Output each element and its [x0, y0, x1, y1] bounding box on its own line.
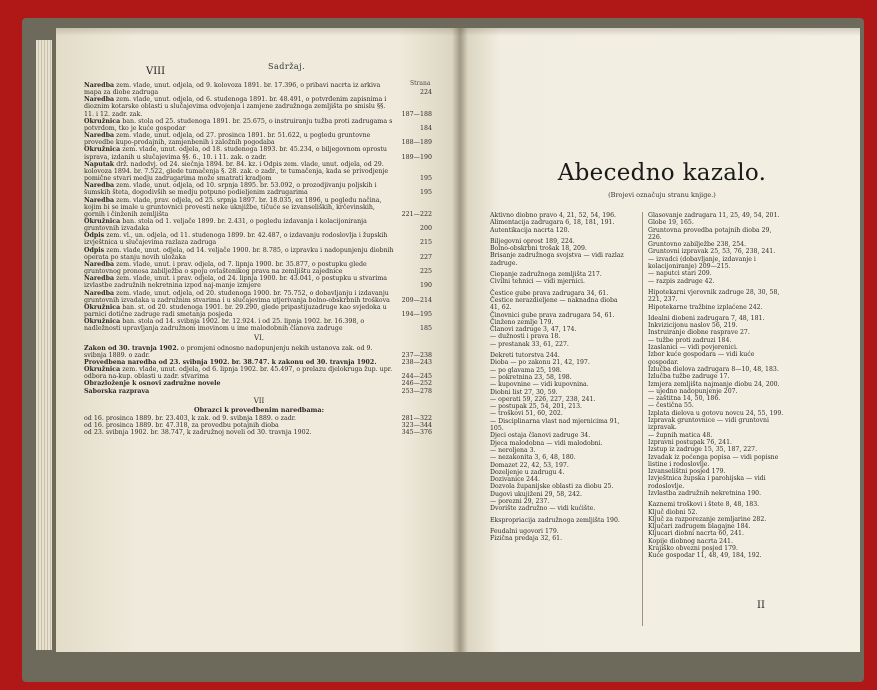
- index-entry: Instruiranje diobne rasprave 27.: [648, 329, 750, 337]
- index-entry: Dozivanice 244.: [490, 476, 540, 484]
- index-entry: — zaštitna 14, 50, 186.: [648, 395, 721, 403]
- toc-entry-text: [84, 118, 394, 132]
- index-entry: Fizična predaja 32, 61.: [490, 535, 563, 543]
- toc-entry-text: [84, 161, 394, 182]
- index-entry: Aktivno diobno pravo 4, 21, 52, 54, 196.: [490, 212, 617, 219]
- toc-entry-lead: Okružnica: [84, 117, 121, 125]
- toc-entry-desc: zem. vlade, unut. i prav. odjela, od 24. lipnja 1900. br. 43.041, o postupku u stvarima izvlastbe zadružnih nekretnina izpod naj-manje izmjere: [84, 275, 388, 290]
- index-entry: — prestanak 33, 61, 227.: [490, 340, 569, 348]
- toc-entries-part-vii: [84, 415, 434, 436]
- index-entry: Gruntovno zabilježbe 238, 254.: [648, 241, 747, 249]
- toc-entry-lead: Naredba: [84, 289, 115, 297]
- index-entry: Dvorište zadružno — vidi kućište.: [490, 505, 596, 513]
- index-letter-group: [648, 212, 786, 285]
- index-entry: — naputci stari 209.: [648, 270, 712, 278]
- index-entry: — Disciplinarna vlast nad mjernicima 91, 105.: [490, 417, 620, 433]
- toc-entry-page: 281—322: [401, 415, 432, 423]
- index-entry: — porezni 29, 237.: [490, 497, 550, 505]
- index-entry: Dozeljenje u zadrugu 4.: [490, 468, 565, 476]
- toc-entry-desc: ban. st. od 20. studenoga 1901. br. 29.290, glede pripastijuzadruge kao svjedoka u parnici dotične zadruge radi smetanja posjeda: [84, 303, 387, 318]
- toc-entry-text: [84, 415, 394, 422]
- index-entry: Dugovi ukujiženi 29, 58, 242.: [490, 490, 582, 498]
- toc-entry-text: [84, 388, 394, 395]
- toc-entry-page: 238—243: [401, 358, 432, 366]
- index-entry: Izvanselištni posjed 179.: [648, 468, 726, 476]
- index-letter-group: [648, 501, 786, 559]
- toc-entry: [84, 290, 434, 304]
- index-entry: Idealni diobeni zadrugara 7, 48, 181.: [648, 314, 765, 322]
- index-entry: Hipotekarni vjerovnik zadruge 28, 30, 58, 221, 237.: [648, 288, 780, 304]
- index-entry: Hipotekarne tražbine izplaćene 242.: [648, 303, 763, 311]
- toc-entry-page: 190: [419, 282, 432, 290]
- toc-entry-page: 221—222: [401, 210, 432, 218]
- toc-entry-lead: Naredba: [84, 132, 115, 140]
- index-entry: Dekreti tutorstva 244.: [490, 352, 560, 360]
- toc-entry-desc: zem. vlade, unut. i prav. odjela, od 7. lipnja 1900. br. 35.877, o postupku glede gruntovnog pronosa zabilježba o spoju ovlaštenikog prava na zemljištu zajednice: [84, 260, 367, 276]
- index-entry: Kopije diobnog nacrta 241.: [648, 537, 733, 545]
- toc-entry-page: 225: [419, 268, 432, 276]
- index-entry: — dužnosti i prava 18.: [490, 333, 561, 341]
- toc-entry-text: [84, 359, 394, 366]
- toc-entry-text: [84, 261, 394, 275]
- index-entry: Ključ diobni 52.: [648, 508, 698, 516]
- index-entry: Brisanje zadružnoga svojstva — vidi razlaz zadruge.: [490, 252, 624, 267]
- toc-entry-lead: Okružnica: [84, 146, 121, 154]
- toc-entry-text: [84, 380, 394, 387]
- index-entry: Glasovanje zadrugara 11, 25, 49, 54, 201.: [648, 212, 780, 219]
- toc-entry-text: [84, 429, 394, 436]
- toc-entry: [84, 218, 434, 232]
- index-letter-group: [490, 212, 628, 234]
- toc-entry-lead: Odpis: [84, 232, 105, 240]
- toc-entry-desc: zem. vlade, prav. odjela, od 25. srpnja 1897. br. 18.035, ex 1896, u pogledu načina, kojim bi se imale u gruntovnici provesti neke uknjižbe, tičuće se izvanseliških, krčevinskih, gornih i činženih zemljišta: [84, 196, 382, 218]
- toc-entry-page: 237—238: [401, 351, 432, 359]
- toc-entry-desc: od 16. prosinca 1889. br. 23.403, k zak. od 9. svibnja 1889. o zadr.: [84, 415, 297, 423]
- index-entry: Izvadak iz poćenga popisa — vidi popisne listine i rodoslovlje.: [648, 453, 779, 468]
- index-entry: Kljucari diobni nacrta 60, 241.: [648, 530, 744, 538]
- index-entry: — razpis zadruge 42.: [648, 277, 715, 285]
- toc-entry: [84, 132, 434, 146]
- index-entry: Krajiško obvezni posjed 179.: [648, 545, 738, 553]
- index-entry: Ekspropriacija zadružnoga zemljišta 190.: [490, 516, 620, 524]
- index-entry: — kupovnine — vidi kupovnina.: [490, 381, 589, 389]
- index-letter-group: [490, 290, 628, 348]
- index-entry: Činženo zemlje 179.: [490, 318, 554, 326]
- toc-entry-lead: Naredba: [84, 260, 115, 268]
- toc-entry-text: [84, 275, 394, 289]
- index-entry: Izmjera zemljišta najmanje diobu 24, 200.: [648, 380, 780, 388]
- toc-entry-desc: zem. vlade, unut. odjela, od 9. kolovoza 1891. br. 17.396, o pribavi nacrta iz arkiva mapa za diobe zadruga: [84, 82, 381, 97]
- toc-entry: [84, 429, 434, 436]
- toc-entry: [84, 345, 434, 359]
- toc-entry-lead: Naredba: [84, 96, 115, 104]
- toc-entry-lead: Okružnica: [84, 217, 121, 225]
- index-entry: Kaznemi troškovi i štete 8, 48, 183.: [648, 501, 760, 509]
- toc-entry-lead: Okružnica: [84, 318, 121, 326]
- index-entry: Feudalni ugovori 179.: [490, 527, 559, 535]
- index-entry: Gruntovna provedba potajnih dioba 29, 226.: [648, 226, 772, 241]
- index-subtitle: (Brojevi označuju stranu knjige.): [608, 191, 716, 199]
- toc-entry-page: 345—376: [401, 429, 432, 437]
- toc-entry-page: 188—189: [401, 139, 432, 147]
- toc-entry: [84, 422, 434, 429]
- toc-entry-text: [84, 96, 394, 117]
- toc-entry-page: 184: [419, 124, 432, 132]
- index-entry: — postupak 25, 54, 201, 213.: [490, 403, 582, 411]
- table-of-contents: [84, 82, 434, 437]
- toc-entry-text: [84, 82, 394, 96]
- toc-entry: [84, 304, 434, 318]
- toc-entry-desc: ban. stola od 1. veljače 1899. br. 2.431, o pogledu izdavanja i kolacijoniranja gruntovnih izvadaka: [84, 217, 367, 233]
- toc-entry: [84, 388, 434, 395]
- index-entry: — neroljena 3.: [490, 446, 536, 454]
- toc-entry-desc: zem. vlade, unut. odjela, od 6. lipnja 1902. br. 45.497, o prelazu djelokruga žup. upr. odbora na-kup. oblasti u zadr. stvarima: [84, 366, 393, 381]
- toc-entry: [84, 359, 434, 366]
- toc-entry-page: 227: [419, 253, 432, 261]
- toc-entry-page: 195: [419, 175, 432, 183]
- index-column-left: [490, 212, 628, 546]
- index-entry: Ciepanje zadružnoga zemljišta 217.: [490, 271, 602, 279]
- toc-entry-page: 246—252: [401, 380, 432, 388]
- section-vi-heading: VI.: [253, 334, 265, 343]
- index-entry: Inkvizicijonu naslov 56, 219.: [648, 322, 738, 330]
- right-page-number: II: [757, 600, 765, 611]
- index-entry: Alimentacija zadrugara 6, 18, 181, 191.: [490, 219, 615, 227]
- toc-entry-lead: Okružnica: [84, 303, 121, 311]
- toc-entry-text: [84, 132, 394, 146]
- toc-entry-text: [84, 366, 394, 380]
- toc-entry: [84, 366, 434, 380]
- toc-entry: [84, 82, 434, 96]
- toc-entry-text: [84, 422, 394, 429]
- index-entry: — operati 59, 226, 227, 238, 241.: [490, 395, 596, 403]
- index-entry: Domazet 22, 42, 53, 197.: [490, 461, 569, 469]
- toc-entry: [84, 232, 434, 246]
- toc-entry-lead: Okružnica: [84, 366, 121, 374]
- toc-entry-desc: ban. stola od 14. svibnja 1902. br. 12.924. i od 25. lipnja 1902. br. 16.398, o nadležnosti upravljanja zadružnom imovinom u ime malodobnih članova zadruge: [84, 318, 365, 333]
- section-vii-subheading: Obrazci k provedbenim naredbama:: [193, 405, 325, 414]
- index-entry: Čestice gube prava zadrugara 34, 61.: [490, 289, 609, 297]
- index-entry: Izvlastba zadružnih nekretnina 190.: [648, 489, 762, 497]
- toc-entry: [84, 318, 434, 332]
- index-letter-group: [490, 238, 628, 267]
- toc-entry-desc: zem. vlade, unut. odjela, od 18. studenoga 1893. br. 45.234, o biljegovnom oprostu isprava, izdanih u slučajevima §§. 6., 10. i 11. zak. o zadr.: [84, 146, 387, 161]
- index-entry: Autentikacija nacrta 120.: [490, 226, 570, 234]
- toc-entry-text: [84, 247, 394, 261]
- toc-entry-text: [84, 345, 394, 359]
- toc-entry-page: 253—278: [401, 387, 432, 395]
- index-letter-group: [490, 271, 628, 286]
- index-entry: Izbor kuće gospodara — vidi kuće gospodar.: [648, 351, 755, 366]
- index-letter-group: [490, 352, 628, 513]
- index-letter-group: [648, 315, 786, 497]
- toc-entry-desc: ban. stola od 25. studenoga 1891. br. 25.675, o instruiranju tužba proti zadrugama s potvrdom, tko je kuće gospodar: [84, 117, 393, 132]
- toc-entry: [84, 415, 434, 422]
- toc-entry-desc: zem. vlade, unut. odjela, od 10. srpnja 1895. br. 53.092, o prozodjivanju poljskih i šumskih šteta, dogodivših se medju potpuno podieljenim zadrugarima: [84, 182, 377, 197]
- column-divider: [642, 212, 643, 626]
- toc-entry-lead: Naredba: [84, 82, 115, 89]
- index-entry: Izaslanici — vidi povjerenici.: [648, 344, 738, 352]
- index-entry: Dozvola županijske oblasti za diobu 25.: [490, 483, 614, 491]
- toc-entry-text: [84, 197, 394, 218]
- toc-entry-page: 185: [419, 325, 432, 333]
- toc-entry-desc: od 23. svibnja 1902. br. 38.747, k zadružnoj noveli od 30. travnja 1902.: [84, 429, 312, 437]
- index-entry: Biljegovni oprost 189, 224.: [490, 237, 575, 245]
- toc-entry-page: 215: [419, 239, 432, 247]
- toc-entry: [84, 161, 434, 182]
- toc-entries-part-vi: [84, 345, 434, 395]
- toc-entry-page: 209—214: [401, 296, 432, 304]
- toc-entry-desc: drž. nadodvj. od 24. siečnja 1894. br. 84. kz. i Odpis zem. vlade, unut. odjela, od 29. kolovoza 1894. br. 7.522, glede tumačenja §. 28. zak. o zadr., te tumačenja, kada se privodjenje pomične stvari medju zadrugarima može smatrati kradjom: [84, 160, 389, 183]
- toc-entry-page: 187—188: [401, 110, 432, 118]
- toc-entry-desc: od 16. prosinca 1889. br. 47.318, za provedbu potajnih dioba: [84, 422, 279, 430]
- toc-entry-text: [84, 290, 394, 304]
- toc-entry-page: 200: [419, 225, 432, 233]
- toc-entry-lead: Saborska razprava: [84, 387, 150, 395]
- toc-entry-text: [84, 182, 394, 196]
- index-letter-group: [490, 517, 628, 524]
- index-entry: Bolno-obskrbni trošak 18, 209.: [490, 245, 587, 253]
- toc-entry-lead: Naredba: [84, 196, 115, 204]
- toc-entry-lead: Odpis: [84, 246, 105, 254]
- index-entry: Izvještnica župska i parohijska — vidi rodoslovlje.: [648, 475, 766, 490]
- toc-entry-desc: zem. vlade, unut. odjela, od 14. veljače 1900. br. 8.785, o izpravku i nadopunjenju diobnih operata po stanju novih uložaka: [84, 246, 394, 261]
- toc-entry-lead: Naputak: [84, 160, 115, 168]
- index-entry: Diobni list 27, 30, 59.: [490, 388, 558, 396]
- left-page-number: VIII: [146, 66, 166, 77]
- index-entry: Civilni tehnici — vidi mjernici.: [490, 278, 585, 286]
- index-entry: Ključari zadrugem blagajne 184.: [648, 523, 751, 531]
- toc-entry-text: [84, 304, 394, 318]
- index-entry: Djeci ostaja članovi zadruge 34.: [490, 432, 591, 440]
- index-entry: — troškovi 51, 60, 202.: [490, 410, 563, 418]
- index-entry: Činovnici gube prava zadrugara 54, 61.: [490, 311, 615, 319]
- page-column-header: Strana: [410, 80, 431, 87]
- index-entry: Izpravni postupak 76, 241.: [648, 438, 733, 446]
- index-entry: — izvadci (dobavljanje, izdavanje i kolacijoniranje) 209—215.: [648, 255, 756, 271]
- index-entry: Djeca malodobna — vidi malodobni.: [490, 439, 603, 447]
- toc-entry: [84, 146, 434, 160]
- toc-entry-desc: zem. vlade, unut. odjela, od 27. prosinca 1891. br. 51.622, u pogledu gruntovne provedbe kupo-prodajnih, zamjenbenih i založnih pogodaba: [84, 132, 371, 147]
- index-entry: — župnih matica 48.: [648, 431, 713, 439]
- index-entry: Ključ za razporezanje zemljarine 282.: [648, 515, 767, 523]
- index-entry: — po glavama 25, 198.: [490, 366, 562, 374]
- index-entry: Gruntovni izpravak 25, 53, 76, 238, 241.: [648, 248, 776, 256]
- page-top-shadow: [56, 28, 860, 36]
- toc-entry-text: [84, 318, 394, 332]
- page-edges: [36, 40, 52, 650]
- toc-entry: [84, 182, 434, 196]
- index-entry: Izlučba tužbe zadruge 17.: [648, 373, 730, 381]
- toc-entry-page: 194—195: [401, 311, 432, 318]
- toc-entry-lead: Naredba: [84, 275, 115, 283]
- index-entry: Dioba — po zakonu 21, 42, 197.: [490, 359, 590, 367]
- index-entry: Izplata dielova u gotovu novcu 24, 55, 199.: [648, 409, 784, 417]
- index-letter-group: [648, 289, 786, 311]
- index-entry: Čestice nerazdieljene — naknadna dioba 41, 62.: [490, 296, 618, 312]
- toc-entry: [84, 247, 434, 261]
- toc-entry-text: [84, 232, 394, 246]
- section-vii-heading: VII: [253, 396, 265, 405]
- toc-entry-page: 224: [419, 89, 432, 97]
- index-entry: Kuće gospodar 11, 48, 49, 184, 192.: [648, 552, 762, 560]
- toc-entry: [84, 261, 434, 275]
- toc-entry-desc: zem. vl., un. odjela, od 11. studenoga 1899. br. 42.487, o izdavanju rodoslovlja i župskih izvještnica u slučajevima razlaza zadruga: [84, 232, 388, 247]
- toc-entry: [84, 96, 434, 117]
- toc-entry-text: [84, 146, 394, 160]
- toc-entry-page: 189—190: [401, 153, 432, 161]
- index-entry: Izlučba dielova zadrugara 8—10, 48, 183.: [648, 365, 779, 373]
- index-title: Abecedno kazalo.: [557, 160, 767, 186]
- toc-entry-desc: zem. vlade, unut. odjela, od 6. studenoga 1891. br. 48.491, o potvrđenim zapisnima i dioznim kotarske oblasti u slučajevima odvojenja i zamjene zadružnoga zemljišta po smislu §§. 11. i 12. zadr. zak.: [84, 96, 387, 118]
- toc-entry: [84, 118, 434, 132]
- toc-entry-page: 244—245: [401, 373, 432, 381]
- index-entry: — ujedno nadopunjenje 207.: [648, 387, 738, 395]
- index-entry: Članovi zadruge 3, 47, 174.: [490, 326, 577, 334]
- running-head: Sadržaj.: [268, 62, 306, 71]
- toc-entry-page: 323—344: [401, 422, 432, 430]
- toc-entry: [84, 380, 434, 387]
- toc-entry-lead: Provedbena naredba od 23. svibnja 1902. br. 38.747. k zakonu od 30. travnja 1902.: [84, 358, 377, 366]
- index-entry: — nezakonita 3, 6, 48, 180.: [490, 454, 576, 462]
- toc-entry-desc: o promjeni odnosno nadopunjenju nekih ustanova zak. od 9. svibnja 1889. o zadr.: [84, 344, 373, 359]
- index-entry: — pokretnina 23, 58, 198.: [490, 373, 572, 381]
- toc-entry-lead: Zakon od 30. travnja 1902.: [84, 344, 179, 352]
- toc-entry: [84, 197, 434, 218]
- index-letter-group: [490, 528, 628, 543]
- toc-entry-desc: zem. vlade, unut. odjela, od 20. studenoga 1900. br. 75.752, o dobavljanju i izdavanju gruntovnih izvadaka u zadružnim stvarima i u slučajevima utjerivanja bolno-obskrbnih troškova: [84, 289, 390, 304]
- toc-entry: [84, 275, 434, 289]
- toc-entry-lead: Naredba: [84, 182, 115, 190]
- index-entry: Izstup iz zadruge 15, 35, 187, 227.: [648, 446, 758, 454]
- index-entry: — tužbe proti zadruzi 184.: [648, 336, 732, 344]
- index-entry: — čestična 55.: [648, 402, 694, 410]
- toc-entry-text: [84, 218, 394, 232]
- toc-entry-page: 195: [419, 189, 432, 197]
- toc-entry-lead: Obrazloženje k osnovi zadružne novele: [84, 380, 221, 388]
- book-gutter: [452, 28, 468, 652]
- toc-entries-part-v: [84, 82, 434, 332]
- index-entry: Globe 19, 165.: [648, 219, 694, 227]
- index-column-right: [648, 212, 786, 564]
- index-entry: Izpravak gruntovnice — vidi gruntovni izpravak.: [648, 417, 769, 432]
